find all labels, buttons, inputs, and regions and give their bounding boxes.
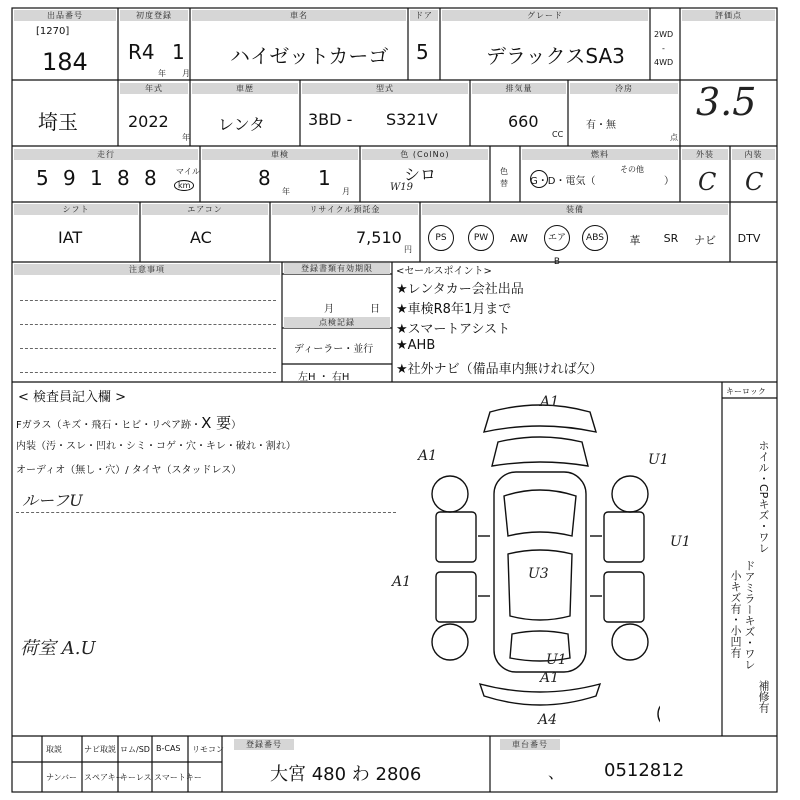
keylock-label: キーロック [726, 387, 766, 396]
opt-number: ナンバー [46, 773, 78, 782]
equip-airbag: エアB [544, 225, 570, 251]
doors-value: 5 [416, 40, 429, 64]
glass-need: X 要 [201, 414, 232, 432]
model-code: S321V [386, 110, 438, 129]
handwritten-roof: ルーフU [22, 491, 83, 510]
notes-line [20, 300, 276, 301]
doors-label: ドア [410, 10, 438, 21]
fuel-close: ） [664, 176, 674, 187]
opt-rom-sd: ロム/SD [120, 745, 150, 754]
region: 埼玉 [38, 110, 78, 134]
equip-ps: PS [428, 225, 454, 251]
model-label: 型式 [302, 83, 468, 94]
equip-dtv: DTV [737, 232, 761, 245]
displacement-label: 排気量 [472, 83, 566, 94]
side-note-scratch: 小キズ有・小凹有 [729, 570, 742, 658]
mile-unit: マイル [176, 167, 200, 176]
yen-unit: 円 [404, 245, 412, 254]
inspection-year: 8 [258, 166, 271, 190]
notes-line [20, 324, 276, 325]
opt-spare-key: スペアキー [84, 773, 124, 782]
score-value: 3.5 [696, 80, 757, 124]
interior-label: 内装 [732, 149, 775, 160]
car-name-label: 車名 [192, 10, 406, 21]
glass-close: ） [231, 420, 242, 431]
ac-options: 有・無 [586, 120, 616, 131]
lot-number: 184 [42, 48, 88, 76]
wd2-label: 2WD [654, 30, 674, 39]
color-code: W19 [390, 182, 414, 193]
aircon-label: エアコン [142, 204, 268, 215]
opt-smart-key: スマートキー [154, 773, 202, 782]
glass-text: Fガラス（キズ・飛石・ヒビ・リペア跡・ [16, 420, 202, 431]
era-year: R4 [128, 40, 155, 64]
fuel-label: 燃料 [522, 149, 678, 160]
mileage-digit: 1 [90, 166, 103, 190]
color-label: 色 (ColNo) [362, 149, 488, 160]
shift-value: IAT [58, 228, 83, 247]
handwritten-cargo: 荷室 A.U [20, 638, 96, 659]
wd4-label: 4WD [654, 58, 674, 67]
model-year-label: 年式 [120, 83, 188, 94]
opt-remote: リモコン [192, 745, 224, 754]
inspection-year-unit: 年 [282, 187, 290, 196]
inspection-month: 1 [318, 166, 331, 190]
damage-front-left: A1 [418, 448, 438, 464]
fuel-g-circle [530, 170, 548, 188]
color-name: シロ [404, 165, 437, 184]
cc-unit: CC [552, 130, 564, 139]
damage-roof: U3 [528, 566, 549, 582]
chassis-mark: 、 [548, 763, 565, 782]
score-suffix: 点 [670, 133, 678, 142]
fuel-other: その他 [620, 165, 644, 174]
opt-navi-manual: ナビ取説 [84, 745, 116, 754]
sales-point: ★車検R8年1月まで [396, 302, 512, 317]
damage-left-side: A1 [392, 574, 412, 590]
damage-front-right: U1 [648, 452, 669, 468]
mileage-digit: 5 [36, 166, 49, 190]
damage-rear-bumper: A4 [538, 712, 558, 728]
era-year-unit: 年 [158, 69, 166, 78]
chassis-label: 車台番号 [500, 739, 560, 750]
wd-separator: - [662, 44, 665, 53]
opt-keyless: キーレス [120, 773, 152, 782]
usage-label: 車歴 [192, 83, 298, 94]
era-month-unit: 月 [182, 69, 190, 78]
mileage-digit: 9 [63, 166, 76, 190]
era-month: 1 [172, 40, 185, 64]
recycle-label: リサイクル預託金 [272, 204, 418, 215]
equip-aw: AW [510, 232, 528, 245]
sales-point: ★レンタカー会社出品 [396, 282, 524, 297]
inspection-label: 車検 [202, 149, 358, 160]
shift-label: シフト [14, 204, 138, 215]
damage-right-side: U1 [670, 534, 691, 550]
year-label: 初度登録 [120, 10, 188, 21]
sales-point: ★AHB [396, 338, 436, 353]
equip-leather: 革 [629, 234, 641, 247]
sales-point: ★社外ナビ（備品車内無ければ欠） [396, 362, 603, 377]
equip-pw: PW [468, 225, 494, 251]
inspector-line [16, 512, 396, 513]
side-note-wheel: ホイル・CPキズ・ワレ [757, 440, 770, 554]
km-unit: km [174, 180, 194, 191]
ac-label: 冷房 [570, 83, 678, 94]
side-note-mirror: ドアミラーキズ・ワレ [743, 560, 756, 670]
registration-day: 日 [370, 304, 380, 315]
mileage-label: 走行 [14, 149, 198, 160]
inspector-header: < 検査員記入欄 > [18, 390, 127, 405]
aircon-value: AC [190, 228, 212, 247]
exterior-grade: C [698, 168, 717, 196]
displacement-value: 660 [508, 112, 539, 131]
lot-sub-number: [1270] [36, 26, 70, 37]
plate-label: 登録番号 [234, 739, 294, 750]
mileage-digit: 8 [144, 166, 157, 190]
registration-label: 登録書類有効期限 [284, 263, 390, 274]
inspection-month-unit: 月 [342, 187, 350, 196]
dealer-option: ディーラー・並行 [294, 344, 374, 355]
damage-rear-u: U1 [546, 652, 567, 668]
opt-bcas: B-CAS [156, 744, 181, 753]
equip-sunroof: SR [663, 232, 679, 245]
equip-abs: ABS [582, 225, 608, 251]
glass-line [16, 412, 241, 433]
exterior-label: 外装 [682, 149, 728, 160]
model-prefix: 3BD - [308, 110, 353, 129]
score-label: 評価点 [682, 10, 775, 21]
recycle-value: 7,510 [356, 228, 402, 247]
maintenance-header: 点検記録 [284, 317, 390, 328]
equipment-label: 装備 [422, 204, 728, 215]
interior-line: 内装（汚・スレ・凹れ・シミ・コゲ・穴・キレ・破れ・割れ） [16, 441, 296, 452]
side-note-repair: 補修有 [757, 680, 770, 713]
equip-navi: ナビ [694, 234, 716, 247]
plate-value: 大宮 480 わ 2806 [270, 764, 422, 785]
grade-value: デラックスSA3 [486, 44, 625, 68]
steering-option: 左H ・ 右H [298, 372, 350, 383]
grade-label: グレード [442, 10, 648, 21]
interior-grade: C [745, 168, 764, 196]
model-year-unit: 年 [182, 133, 190, 142]
damage-front: A1 [540, 394, 560, 410]
lot-label: 出品番号 [14, 10, 116, 21]
notes-line [20, 372, 276, 373]
mileage-digit: 8 [117, 166, 130, 190]
damage-rear-a: A1 [540, 670, 560, 686]
car-name: ハイゼットカーゴ [230, 44, 389, 68]
color-change: 色替 [500, 167, 508, 188]
usage-value: レンタ [218, 115, 265, 134]
registration-month: 月 [324, 304, 334, 315]
model-year: 2022 [128, 112, 169, 131]
notes-label: 注意事項 [14, 264, 280, 275]
sales-points-header: <セールスポイント> [396, 266, 492, 277]
notes-line [20, 348, 276, 349]
chassis-value: 0512812 [604, 760, 685, 781]
opt-manual: 取説 [46, 745, 62, 754]
sales-point: ★スマートアシスト [396, 322, 511, 337]
audio-line: オーディオ（無し・穴）/ タイヤ（スタッドレス） [16, 465, 242, 476]
fuel-type: G・D・電気（ [530, 176, 596, 187]
